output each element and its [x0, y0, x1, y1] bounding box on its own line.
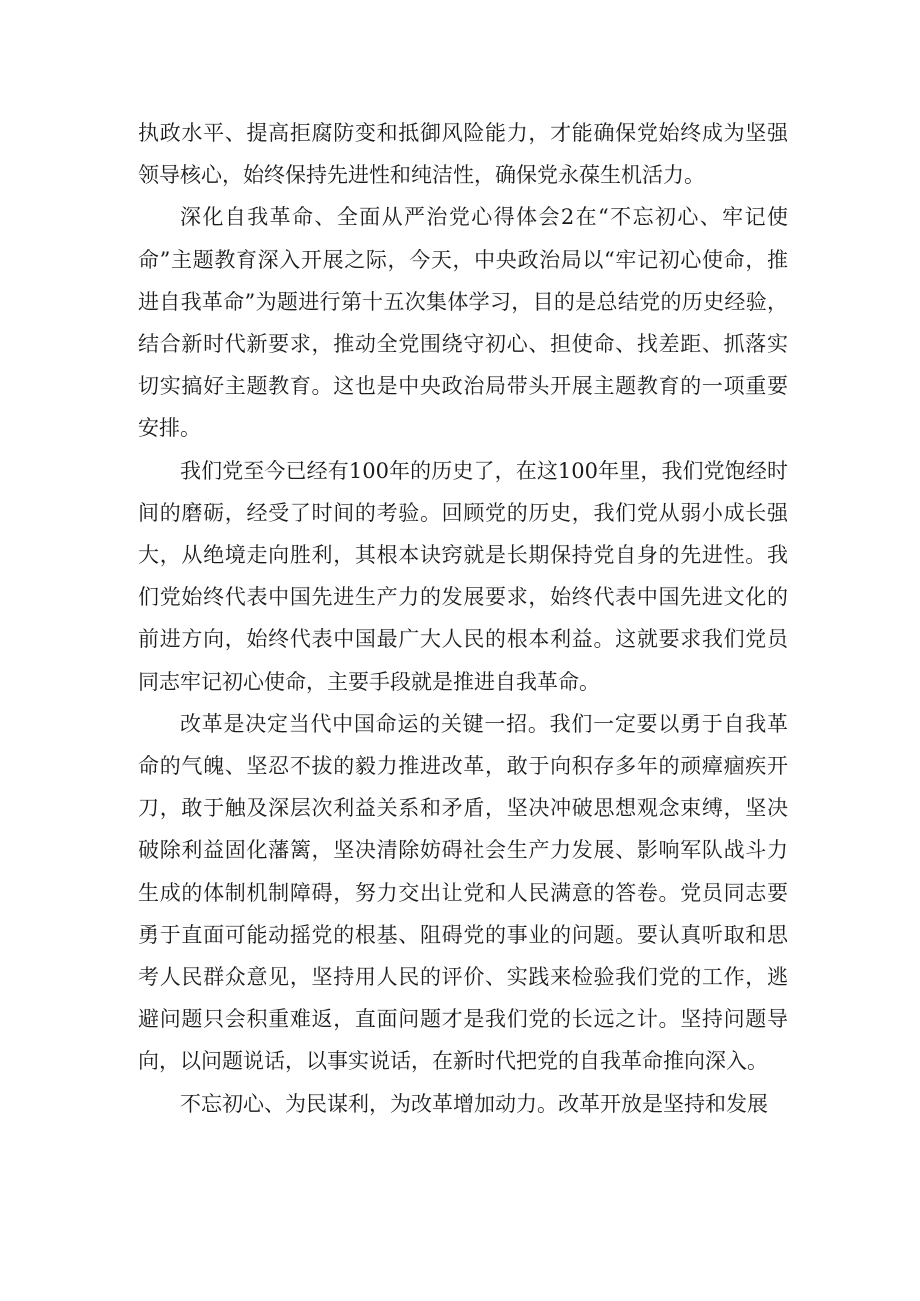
- paragraph-1: 执政水平、提高拒腐防变和抵御风险能力，才能确保党始终成为坚强领导核心，始终保持先进性和纯洁性，确保党永葆生机活力。: [138, 121, 788, 188]
- body-text: [138, 112, 788, 1125]
- paragraph-3: 我们党至今已经有100年的历史了，在这100年里，我们党饱经时间的磨砺，经受了时间的考验。回顾党的历史，我们党从弱小成长强大，从绝境走向胜利，其根本诀窍就是长期保持党自身的先进性。我们党始终代表中国先进生产力的发展要求，始终代表中国先进文化的前进方向，始终代表中国最广大人民的根本利益。这就要求我们党员同志牢记初心使命，主要手段就是推进自我革命。: [138, 458, 788, 694]
- paragraph-5: 不忘初心、为民谋利，为改革增加动力。改革开放是坚持和发展: [180, 1091, 768, 1116]
- paragraph-2: 深化自我革命、全面从严治党心得体会2在“不忘初心、牢记使命”主题教育深入开展之际，今天，中央政治局以“牢记初心使命，推进自我革命”为题进行第十五次集体学习，目的是总结党的历史经验，结合新时代新要求，推动全党围绕守初心、担使命、找差距、抓落实切实搞好主题教育。这也是中央政治局带头开展主题教育的一项重要安排。: [138, 205, 788, 441]
- paragraph-4: 改革是决定当代中国命运的关键一招。我们一定要以勇于自我革命的气魄、坚忍不拔的毅力推进改革，敢于向积存多年的顽瘴痼疾开刀，敢于触及深层次利益关系和矛盾，坚决冲破思想观念束缚，坚决破除利益固化藩篱，坚决清除妨碍社会生产力发展、影响军队战斗力生成的体制机制障碍，努力交出让党和人民满意的答卷。党员同志要勇于直面可能动摇党的根基、阻碍党的事业的问题。要认真听取和思考人民群众意见，坚持用人民的评价、实践来检验我们党的工作，逃避问题只会积重难返，直面问题才是我们党的长远之计。坚持问题导向，以问题说话，以事实说话，在新时代把党的自我革命推向深入。: [138, 711, 788, 1074]
